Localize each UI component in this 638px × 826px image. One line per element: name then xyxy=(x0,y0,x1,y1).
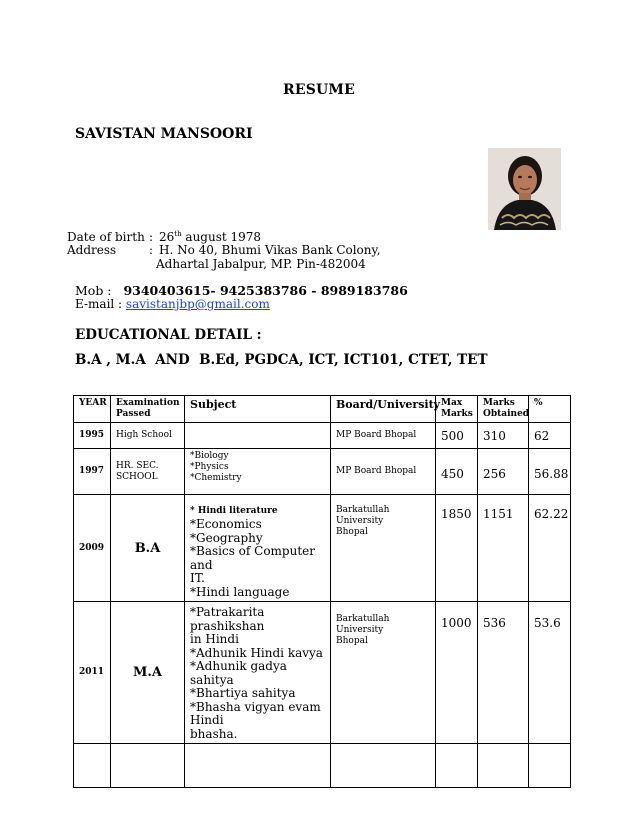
dob-colon: : xyxy=(149,230,154,244)
table-row xyxy=(74,495,571,602)
row-percent: 56.88 xyxy=(529,449,571,495)
dob-value xyxy=(159,230,261,244)
header-obtained: Marks Obtained xyxy=(478,396,529,423)
mobile-numbers: 9340403615- 9425383786 - 8989183786 xyxy=(123,283,408,298)
qualifications-line: B.A , M.A AND B.Ed, PGDCA, ICT, ICT101, CTET, TET xyxy=(75,352,488,368)
row-board: MP Board Bhopal xyxy=(331,449,436,495)
email-link[interactable]: savistanjbp@gmail.com xyxy=(125,297,270,311)
row-year: 2011 xyxy=(74,602,111,744)
empty-cell xyxy=(529,744,571,788)
education-heading: EDUCATIONAL DETAIL : xyxy=(75,327,262,343)
header-exam: Examination Passed xyxy=(111,396,185,423)
header-board: Board/University xyxy=(331,396,436,423)
header-year: YEAR xyxy=(74,396,111,423)
header-max: Max Marks xyxy=(436,396,478,423)
row-exam: HR. SEC. SCHOOL xyxy=(111,449,185,495)
candidate-name: SAVISTAN MANSOORI xyxy=(75,126,253,142)
row-obtained: 310 xyxy=(478,423,529,449)
row-max: 500 xyxy=(436,423,478,449)
table-header-row xyxy=(74,396,571,423)
dob-suffix: th xyxy=(174,230,182,238)
table-row xyxy=(74,602,571,744)
row-obtained: 536 xyxy=(478,602,529,744)
mobile-row xyxy=(75,283,408,298)
header-percent: % xyxy=(529,396,571,423)
row-subjects: *Biology *Physics *Chemistry xyxy=(185,449,331,495)
address-colon: : xyxy=(149,243,154,257)
row-percent: 53.6 xyxy=(529,602,571,744)
empty-cell xyxy=(74,744,111,788)
dob-label: Date of birth xyxy=(67,230,145,244)
row-obtained: 256 xyxy=(478,449,529,495)
row-board: Barkatullah University Bhopal xyxy=(331,495,436,602)
row-subjects xyxy=(185,423,331,449)
row-year: 2009 xyxy=(74,495,111,602)
row-board: MP Board Bhopal xyxy=(331,423,436,449)
profile-photo xyxy=(488,148,561,230)
row-board: Barkatullah University Bhopal xyxy=(331,602,436,744)
email-row xyxy=(75,297,270,311)
empty-cell xyxy=(478,744,529,788)
row-subjects: * Hindi literature *Economics *Geography *Basics of Computer and IT. *Hindi language xyxy=(185,495,331,602)
dob-rest: august 1978 xyxy=(181,230,262,244)
row-year: 1997 xyxy=(74,449,111,495)
row-exam: B.A xyxy=(111,495,185,602)
address-line-1: H. No 40, Bhumi Vikas Bank Colony, xyxy=(159,243,381,257)
portrait-image xyxy=(488,148,561,230)
row-max: 1000 xyxy=(436,602,478,744)
empty-cell xyxy=(331,744,436,788)
dob-day: 26 xyxy=(159,230,175,244)
empty-cell xyxy=(111,744,185,788)
row-exam: M.A xyxy=(111,602,185,744)
row-obtained: 1151 xyxy=(478,495,529,602)
row-max: 1850 xyxy=(436,495,478,602)
row-percent: 62 xyxy=(529,423,571,449)
table-row xyxy=(74,423,571,449)
address-label: Address xyxy=(67,243,117,257)
table-row-empty xyxy=(74,744,571,788)
row-max: 450 xyxy=(436,449,478,495)
mobile-label: Mob : xyxy=(75,283,112,298)
row-exam: High School xyxy=(111,423,185,449)
row-percent: 62.22 xyxy=(529,495,571,602)
resume-title: RESUME xyxy=(283,82,355,98)
row-year: 1995 xyxy=(74,423,111,449)
education-table xyxy=(73,395,571,788)
row-subjects: *Patrakarita prashikshan in Hindi *Adhunik Hindi kavya *Adhunik gadya sahitya *Bhartiya sahitya *Bhasha vigyan evam Hindi bhasha. xyxy=(185,602,331,744)
header-subject: Subject xyxy=(185,396,331,423)
empty-cell xyxy=(185,744,331,788)
empty-cell xyxy=(436,744,478,788)
table-row xyxy=(74,449,571,495)
email-label: E-mail : xyxy=(75,297,126,311)
address-line-2: Adhartal Jabalpur, MP. Pin-482004 xyxy=(156,257,366,271)
